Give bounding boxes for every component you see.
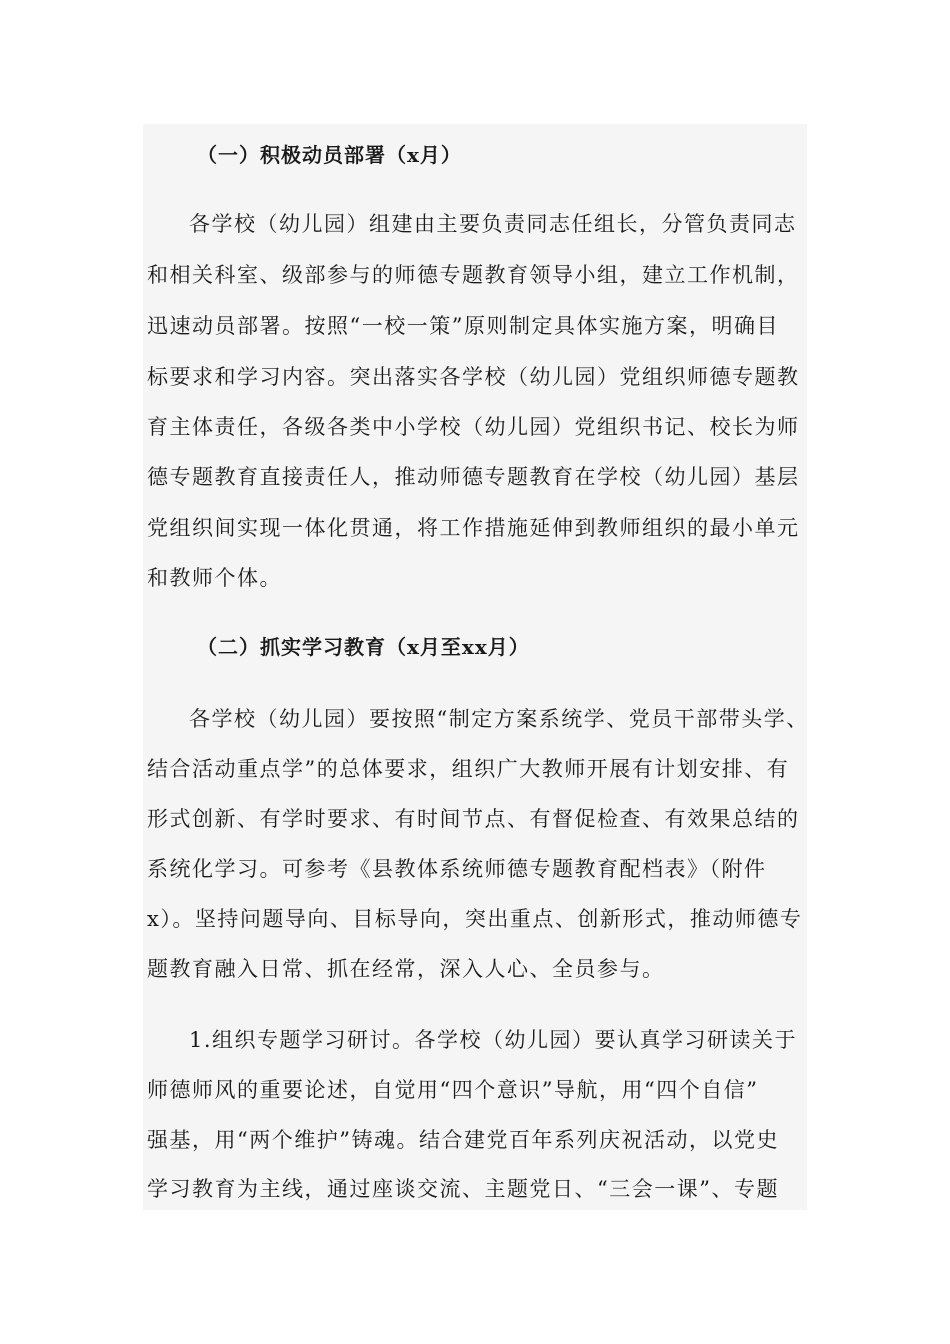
paragraph-line: 形式创新、有学时要求、有时间节点、有督促检查、有效果总结的	[147, 807, 800, 831]
paragraph-line: 标要求和学习内容。突出落实各学校（幼儿园）党组织师德专题教	[147, 365, 800, 389]
paragraph-line: 系统化学习。可参考《县教体系统师德专题教育配档表》（附件	[147, 857, 767, 881]
section-heading-1: （一）积极动员部署（x月）	[197, 143, 462, 167]
paragraph-line: 题教育融入日常、抓在经常，深入人心、全员参与。	[147, 957, 665, 981]
paragraph-line: 德专题教育直接责任人，推动师德专题教育在学校（幼儿园）基层	[147, 465, 800, 489]
section-heading-2: （二）抓实学习教育（x月至xx月）	[197, 635, 530, 659]
paragraph-line: 和相关科室、级部参与的师德专题教育领导小组，建立工作机制，	[147, 263, 800, 287]
paragraph-line: 师德师风的重要论述，自觉用“四个意识”导航，用“四个自信”	[147, 1078, 759, 1102]
paragraph-line: x）。坚持问题导向、目标导向，突出重点、创新形式，推动师德专	[147, 907, 803, 931]
paragraph-line: 各学校（幼儿园）要按照“制定方案系统学、党员干部带头学、	[189, 707, 809, 731]
paragraph-line: 和教师个体。	[147, 566, 282, 590]
paragraph-line: 1.组织专题学习研讨。各学校（幼儿园）要认真学习研读关于	[189, 1028, 798, 1052]
paragraph-line: 党组织间实现一体化贯通，将工作措施延伸到教师组织的最小单元	[147, 516, 800, 540]
paragraph-line: 结合活动重点学”的总体要求，组织广大教师开展有计划安排、有	[147, 757, 790, 781]
paragraph-line: 学习教育为主线，通过座谈交流、主题党日、“三会一课”、专题	[147, 1177, 779, 1201]
paragraph-line: 各学校（幼儿园）组建由主要负责同志任组长，分管负责同志	[189, 212, 797, 236]
paragraph-line: 迅速动员部署。按照“一校一策”原则制定具体实施方案，明确目	[147, 314, 779, 338]
paragraph-line: 强基，用“两个维护”铸魂。结合建党百年系列庆祝活动，以党史	[147, 1128, 779, 1152]
paragraph-line: 育主体责任，各级各类中小学校（幼儿园）党组织书记、校长为师	[147, 415, 800, 439]
